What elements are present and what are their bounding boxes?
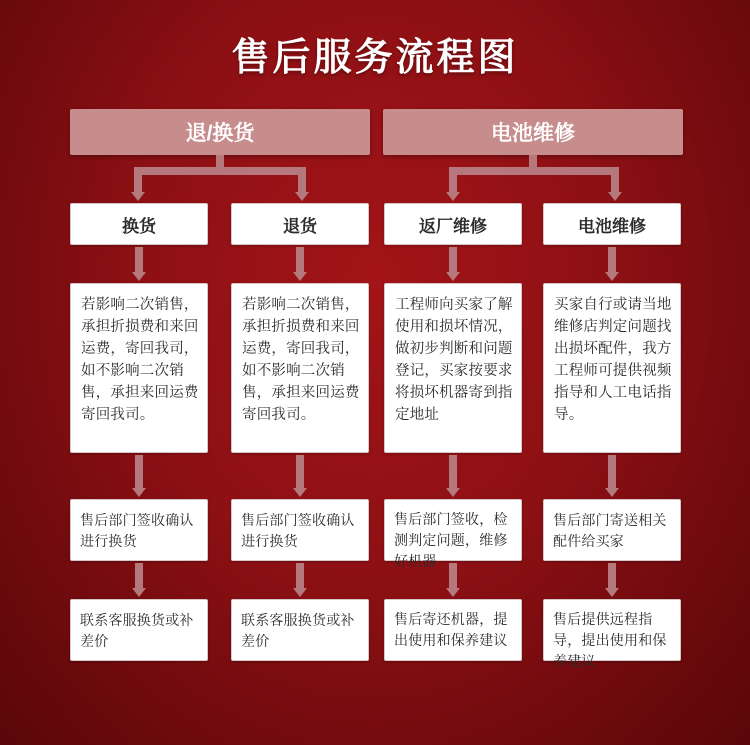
connector-group2-to-stages bbox=[449, 155, 619, 201]
group-header-battery-repair bbox=[383, 109, 683, 155]
arrow-down-col3-b bbox=[446, 455, 460, 497]
step3-box-battery-repair: 售后部门寄送相关配件给买家 bbox=[543, 499, 681, 561]
step4-box-battery-repair: 售后提供远程指导，提出使用和保养建议 bbox=[543, 599, 681, 661]
stage-label: 电池维修 bbox=[578, 216, 646, 236]
step4-box-factory-repair: 售后寄还机器，提出使用和保养建议 bbox=[384, 599, 522, 661]
stage-box-exchange bbox=[70, 203, 208, 245]
detail-box-factory-repair: 工程师向买家了解使用和损坏情况，做初步判断和问题登记，买家按要求将损坏机器寄到指定地址 bbox=[384, 283, 522, 453]
step4-box-return: 联系客服换货或补差价 bbox=[231, 599, 369, 661]
group-header-label: 退/换货 bbox=[185, 122, 255, 145]
arrow-down-col2-c bbox=[293, 563, 307, 597]
page-title: 售后服务流程图 bbox=[231, 37, 519, 79]
stage-label: 返厂维修 bbox=[419, 216, 487, 236]
stage-box-factory-repair bbox=[384, 203, 522, 245]
step3-box-exchange: 售后部门签收确认进行换货 bbox=[70, 499, 208, 561]
flowchart-diagram bbox=[0, 81, 750, 721]
arrow-down-col2-b bbox=[293, 455, 307, 497]
arrow-down-col1-a bbox=[132, 247, 146, 281]
detail-box-exchange: 若影响二次销售，承担折损费和来回运费，寄回我司，如不影响二次销售，承担来回运费寄回我司。 bbox=[70, 283, 208, 453]
detail-box-return: 若影响二次销售，承担折损费和来回运费，寄回我司，如不影响二次销售，承担来回运费寄回我司。 bbox=[231, 283, 369, 453]
detail-box-battery-repair: 买家自行或请当地维修店判定问题找出损坏配件，我方工程师可提供视频指导和人工电话指导。 bbox=[543, 283, 681, 453]
stage-box-battery-repair bbox=[543, 203, 681, 245]
step3-box-return: 售后部门签收确认进行换货 bbox=[231, 499, 369, 561]
arrow-down-col3-a bbox=[446, 247, 460, 281]
group-header-return-exchange bbox=[70, 109, 370, 155]
arrow-down-col4-a bbox=[605, 247, 619, 281]
step3-box-factory-repair: 售后部门签收，检测判定问题，维修好机器 bbox=[384, 499, 522, 561]
arrow-down-col1-c bbox=[132, 563, 146, 597]
group-header-label: 电池维修 bbox=[491, 122, 575, 145]
connector-group1-to-stages bbox=[134, 155, 306, 201]
stage-label: 换货 bbox=[122, 216, 156, 236]
arrow-down-col4-b bbox=[605, 455, 619, 497]
arrow-down-col2-a bbox=[293, 247, 307, 281]
stage-label: 退货 bbox=[283, 216, 317, 236]
arrow-down-col1-b bbox=[132, 455, 146, 497]
arrow-down-col3-c bbox=[446, 563, 460, 597]
arrow-down-col4-c bbox=[605, 563, 619, 597]
step4-box-exchange: 联系客服换货或补差价 bbox=[70, 599, 208, 661]
stage-box-return bbox=[231, 203, 369, 245]
